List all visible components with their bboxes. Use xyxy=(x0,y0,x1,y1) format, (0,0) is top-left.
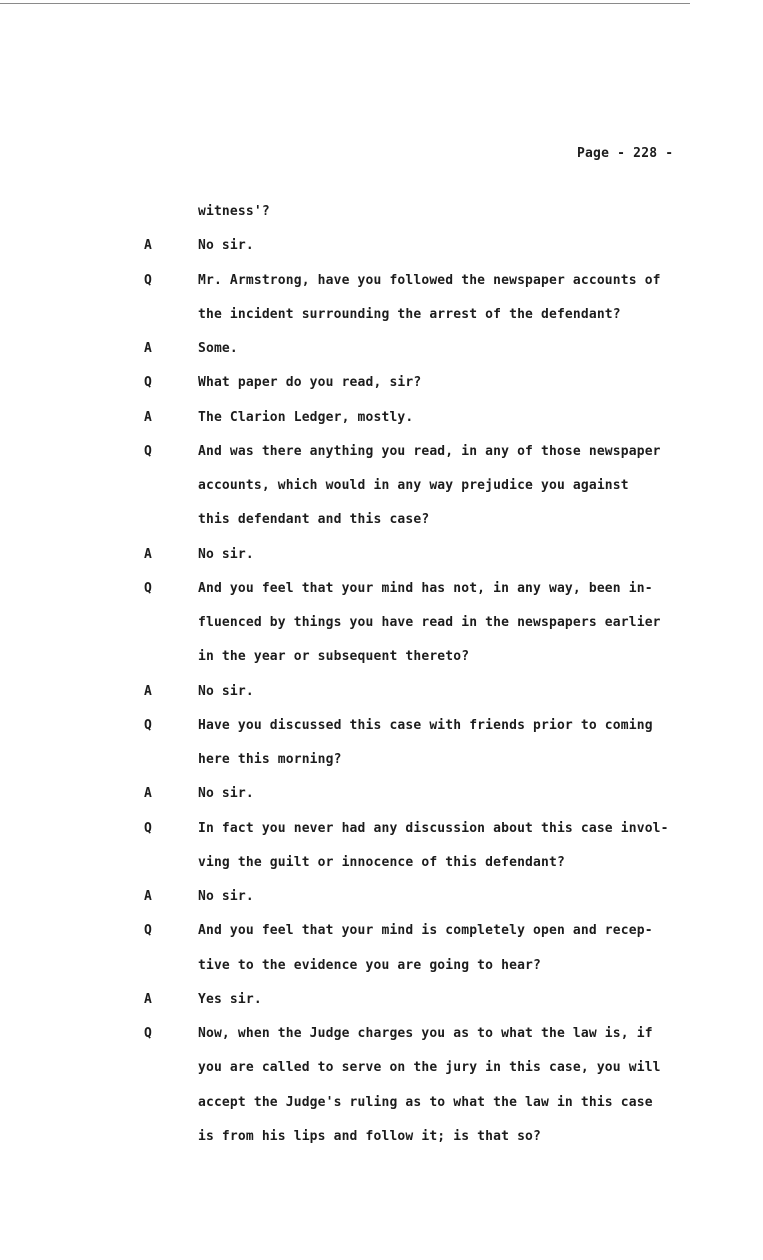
transcript-line xyxy=(0,264,763,298)
speaker-label: A xyxy=(144,786,152,802)
speaker-label: Q xyxy=(144,820,152,836)
transcript-line xyxy=(0,195,763,229)
transcript-line xyxy=(0,229,763,263)
line-text: No sir. xyxy=(198,683,254,699)
line-text: accounts, which would in any way prejudice you against xyxy=(198,478,629,493)
transcript-line xyxy=(0,332,763,366)
speaker-label: Q xyxy=(144,923,152,939)
transcript-line xyxy=(0,1120,763,1154)
line-text: Have you discussed this case with friends prior to coming xyxy=(198,717,653,733)
line-text: No sir. xyxy=(198,546,254,562)
transcript-line xyxy=(0,914,763,948)
speaker-label: A xyxy=(144,683,152,699)
line-text: accept the Judge's ruling as to what the law in this case xyxy=(198,1094,653,1110)
line-text: this defendant and this case? xyxy=(198,512,430,528)
line-text: In fact you never had any discussion about this case invol- xyxy=(198,820,669,836)
line-text: Some. xyxy=(198,341,238,356)
line-text: ving the guilt or innocence of this defendant? xyxy=(198,854,565,870)
transcript-line xyxy=(0,880,763,914)
speaker-label: A xyxy=(144,546,152,562)
speaker-label: Q xyxy=(144,717,152,733)
speaker-label: Q xyxy=(144,580,152,596)
line-text: No sir. xyxy=(198,786,254,802)
line-text: fluenced by things you have read in the newspapers earlier xyxy=(198,615,661,630)
transcript-line xyxy=(0,366,763,400)
line-text: Mr. Armstrong, have you followed the newspaper accounts of xyxy=(198,272,661,288)
line-text: And you feel that your mind is completely open and recep- xyxy=(198,923,653,939)
line-text: the incident surrounding the arrest of the defendant? xyxy=(198,306,621,322)
speaker-label: A xyxy=(144,409,152,425)
transcript-line xyxy=(0,298,763,332)
speaker-label: A xyxy=(144,991,152,1007)
line-text: in the year or subsequent thereto? xyxy=(198,649,470,665)
line-text: And was there anything you read, in any of those newspaper xyxy=(198,443,661,459)
transcript-line xyxy=(0,983,763,1017)
transcript-line xyxy=(0,743,763,777)
transcript-line xyxy=(0,469,763,503)
transcript-line xyxy=(0,1051,763,1085)
transcript-line xyxy=(0,846,763,880)
line-text: tive to the evidence you are going to hear? xyxy=(198,957,541,973)
transcript-line xyxy=(0,949,763,983)
transcript-line xyxy=(0,503,763,537)
line-text: Yes sir. xyxy=(198,991,262,1007)
transcript-line xyxy=(0,777,763,811)
line-text: you are called to serve on the jury in this case, you will xyxy=(198,1060,661,1076)
line-text: No sir. xyxy=(198,238,254,254)
speaker-label: Q xyxy=(144,443,152,459)
transcript-line xyxy=(0,1086,763,1120)
line-text: No sir. xyxy=(198,889,254,904)
line-text: here this morning? xyxy=(198,752,342,767)
speaker-label: Q xyxy=(144,272,152,288)
transcript-line xyxy=(0,812,763,846)
transcript-line xyxy=(0,435,763,469)
transcript-line xyxy=(0,640,763,674)
line-text: is from his lips and follow it; is that so? xyxy=(198,1128,541,1144)
line-text: The Clarion Ledger, mostly. xyxy=(198,409,414,425)
speaker-label: A xyxy=(144,889,152,904)
line-text: And you feel that your mind has not, in any way, been in- xyxy=(198,580,653,596)
transcript-body xyxy=(0,195,763,1154)
speaker-label: Q xyxy=(144,375,152,391)
transcript-line xyxy=(0,572,763,606)
speaker-label: Q xyxy=(144,1026,152,1041)
line-text: witness'? xyxy=(198,204,270,219)
speaker-label: A xyxy=(144,341,152,356)
transcript-line xyxy=(0,709,763,743)
page-number: Page - 228 - xyxy=(577,146,674,161)
transcript-line xyxy=(0,606,763,640)
line-text: What paper do you read, sir? xyxy=(198,375,422,391)
speaker-label: A xyxy=(144,238,152,254)
transcript-line xyxy=(0,675,763,709)
top-rule xyxy=(0,3,690,4)
line-text: Now, when the Judge charges you as to what the law is, if xyxy=(198,1026,653,1041)
transcript-line xyxy=(0,401,763,435)
transcript-line xyxy=(0,1017,763,1051)
transcript-line xyxy=(0,538,763,572)
